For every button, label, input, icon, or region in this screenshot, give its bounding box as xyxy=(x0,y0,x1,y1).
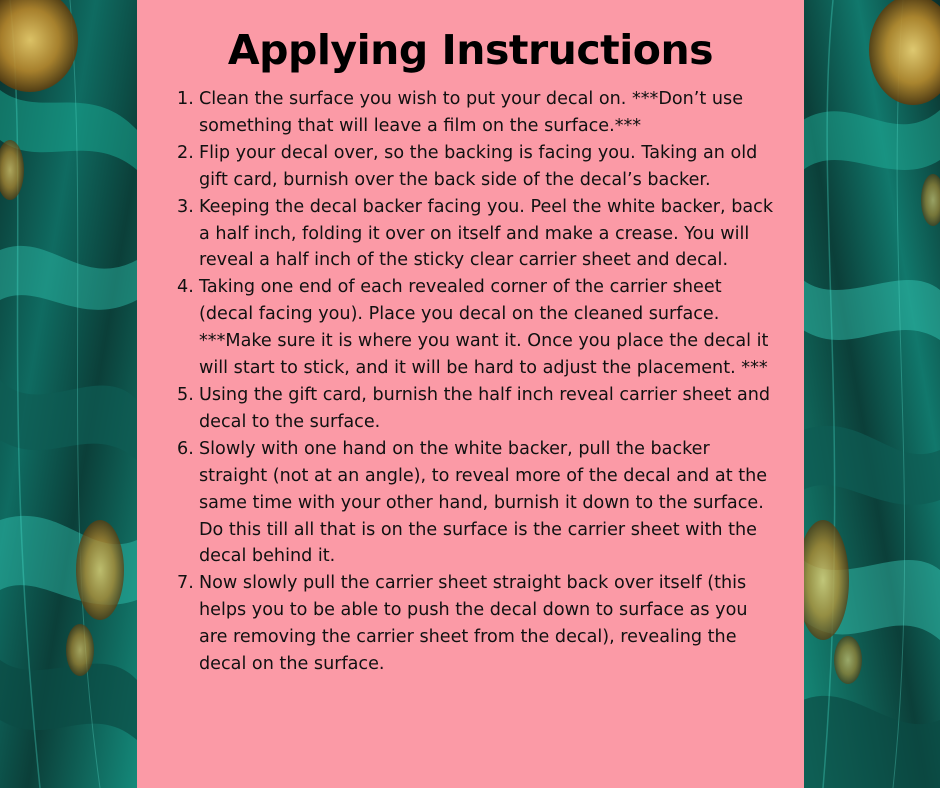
instructions-card xyxy=(137,0,804,788)
step-7 xyxy=(177,570,781,678)
step-2 xyxy=(177,140,781,194)
step-number: 6. xyxy=(177,438,194,459)
step-1 xyxy=(177,86,781,140)
step-text: Clean the surface you wish to put your decal on. ***Don’t use something that will leave a film on the surface.*** xyxy=(199,89,744,136)
marble-texture-left xyxy=(0,0,137,788)
background-marble-left xyxy=(0,0,137,788)
background-marble-right xyxy=(803,0,940,788)
step-number: 3. xyxy=(177,196,194,217)
step-number: 5. xyxy=(177,384,194,405)
step-4 xyxy=(177,274,781,382)
step-number: 1. xyxy=(177,89,194,109)
instruction-steps xyxy=(177,86,781,678)
step-text: Now slowly pull the carrier sheet straight back over itself (this helps you to be able to push the decal down to surface as you are removing the carrier sheet from the decal), revealing the decal on the surface. xyxy=(199,573,748,675)
step-number: 4. xyxy=(177,277,194,298)
step-5 xyxy=(177,382,781,436)
step-text: Using the gift card, burnish the half inch reveal carrier sheet and decal to the surface. xyxy=(199,384,771,432)
step-3 xyxy=(177,194,781,275)
step-text: Taking one end of each revealed corner of the carrier sheet (decal facing you). Place you decal on the cleaned surface. ***Make sure it is where you want it. Once you place the decal it will start to stick, and it will be hard to adjust the placement. *** xyxy=(199,277,769,379)
step-text: Flip your decal over, so the backing is facing you. Taking an old gift card, burnish over the back side of the decal’s backer. xyxy=(199,142,758,190)
page-title: Applying Instructions xyxy=(227,26,714,74)
marble-texture-right xyxy=(803,0,940,788)
step-6 xyxy=(177,436,781,571)
step-text: Slowly with one hand on the white backer, pull the backer straight (not at an angle), to reveal more of the decal and at the same time with your other hand, burnish it down to the surface. Do this till all that is on the surface is the carrier sheet with the decal behind it. xyxy=(199,438,768,567)
step-number: 2. xyxy=(177,142,194,163)
step-number: 7. xyxy=(177,573,194,594)
step-text: Keeping the decal backer facing you. Peel the white backer, back a half inch, folding it over on itself and make a crease. You will reveal a half inch of the sticky clear carrier sheet and decal. xyxy=(199,196,774,271)
